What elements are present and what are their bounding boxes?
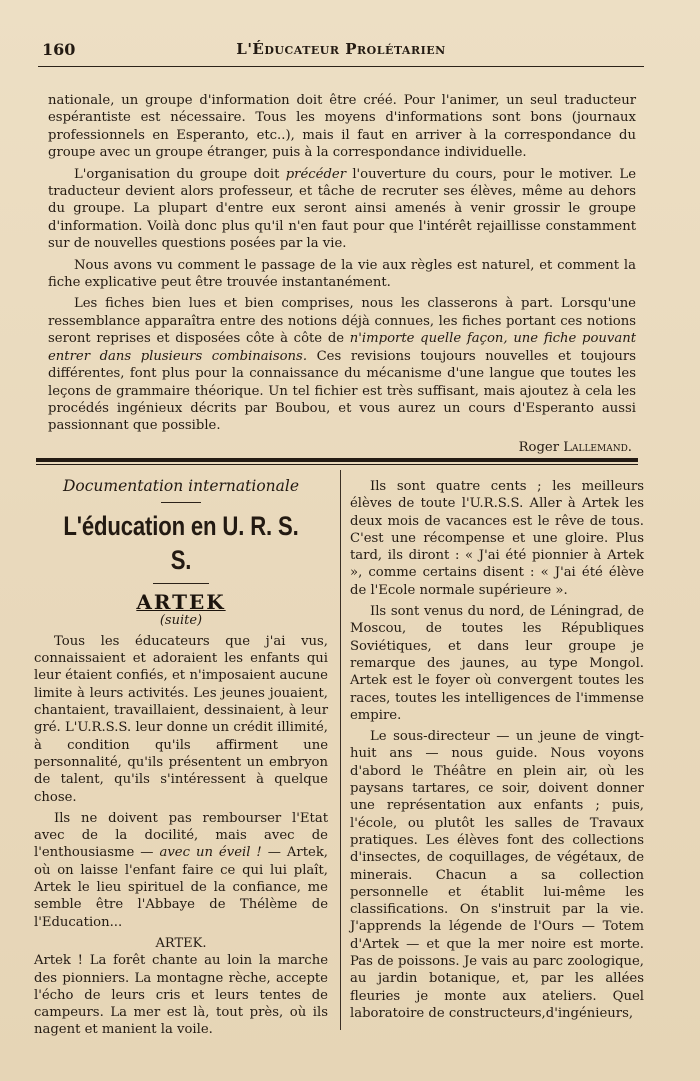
article-paragraph: Ils sont quatre cents ; les meilleurs élèves de toute l'U.R.S.S. Aller à Artek les deux mois de vacances est le rêve de tous. C'est une récompense et une gloire. Plus tard, ils diront : « J'ai été pionnier à Artek », comme certains disent : « J'ai été élève de l'Ecole normale supérieure ». xyxy=(350,479,644,598)
text-run: — Artek, où on laisse l'enfant faire ce qui lui plaît, Artek le lieu spirituel de la confiance, me semble être l'Abbaye de Thélème de l'Education... xyxy=(34,845,328,930)
text-run: Ces revisions toujours nouvelles et toujours différentes, font plus pour la connaissance du mécanisme d'une langue que toutes les leçons de grammaire théorique. Un tel fichier est très suffisant, mais ajoutez à cela les procédés ingénieux décrits par Boubou, et vous aurez un cours d'Esperanto aussi passionnant que possible. xyxy=(48,348,636,434)
article-paragraph: Artek ! La forêt chante au loin la marche des pionniers. La montagne rèche, accepte l'écho de leurs cris et leurs tentes de campeurs. La mer est là, tout près, où ils nagent et manient la voile. xyxy=(34,953,328,1038)
intro-paragraph: nationale, un groupe d'information doit être créé. Pour l'animer, un seul traducteur espérantiste est nécessaire. Tous les moyens d'informations sont bons (journaux professionnels en Esperanto, etc..), mais il faut en arriver à la correspondance du groupe avec un groupe étranger, puis à la correspondance individuelle. xyxy=(48,93,636,161)
intro-text-block xyxy=(48,92,636,460)
signature-first-name: Roger xyxy=(518,439,560,455)
intro-paragraph xyxy=(48,166,636,253)
article-paragraph: Le sous-directeur — un jeune de vingt-huit ans — nous guide. Nous voyons d'abord le Théâtre en plein air, où les paysans tartares, ce soir, doivent donner une représentation aux enfants ; puis, l'école, ou plutôt les salles de Travaux pratiques. Les élèves font des collections d'insectes, de coquillages, de végétaux, de minerais. Chacun a sa collection personnelle et établit lui-même les classifications. On s'instruit par la vie. J'apprends la légende de l'Ours — Totem d'Artek — et que la mer noire est morte. Pas de poissons. Je vais au parc zoologique, au jardin botanique, et, par les allées fleuries je monte aux ateliers. Quel laboratoire de constructeurs,d'ingénieurs, xyxy=(350,729,644,1021)
section-kicker: Documentation internationale xyxy=(62,477,300,495)
inline-subheading: ARTEK. xyxy=(155,935,207,951)
article-paragraph: Ils sont venus du nord, de Léningrad, de Moscou, de toutes les Républiques Soviétiques, et dans leur groupe je remarque des jaunes, au type Mongol. Artek est le foyer où convergent toutes les races, toutes les intelligences de l'immense empire. xyxy=(350,604,644,723)
emphasis: avec un éveil ! xyxy=(159,845,262,861)
running-header xyxy=(38,38,644,67)
left-column xyxy=(34,478,328,1043)
section-rule-thick xyxy=(36,458,638,462)
emphasis: précéder xyxy=(285,166,347,182)
article-paragraph xyxy=(34,810,328,931)
emphasis: n'importe quelle façon, une fiche pouvant entrer dans plusieurs combinaisons. xyxy=(48,331,637,364)
intro-paragraph xyxy=(48,295,636,434)
signature xyxy=(48,439,636,456)
suite-note: (suite) xyxy=(159,612,203,628)
text-run: L'organisation du groupe doit xyxy=(74,166,286,182)
article-paragraph: Tous les éducateurs que j'ai vus, connaissaient et adoraient les enfants qui leur étaient confiés, et n'imposaient aucune limite à leurs activités. Les jeunes jouaient, chantaient, travaillaient, dessinaient, à leur gré. L'U.R.S.S. leur donne un crédit illimité, à condition qu'ils affirment une personnalité, qu'ils présentent un embryon de talent, qu'ils s'intéressent à quelque chose. xyxy=(34,633,328,805)
section-rule-thin xyxy=(36,464,638,465)
short-rule xyxy=(153,583,209,584)
article-title: L'éducation en U. R. S. S. xyxy=(63,511,299,576)
intro-paragraph: Nous avons vu comment le passage de la vie aux règles est naturel, et comment la fiche explicative peut être trouvée instantanément. xyxy=(48,257,636,291)
column-divider xyxy=(340,470,341,1030)
text-run: Ils ne doivent pas rembourser l'Etat avec de la docilité, mais avec de l'enthousiasme — xyxy=(34,810,328,861)
running-title: L'Éducateur Prolétarien xyxy=(236,40,446,58)
article-subtitle: ARTEK xyxy=(136,590,226,615)
right-column xyxy=(350,478,644,1026)
short-rule xyxy=(161,502,201,503)
page-number: 160 xyxy=(42,40,76,59)
text-run: Les fiches bien lues et bien comprises, nous les classerons à part. Lorsqu'une ressemblance apparaîtra entre des notions déjà connues, les fiches portant ces notions seront reprises et disposées côte à côte de xyxy=(48,296,636,347)
text-run: l'ouverture du cours, pour le motiver. Le traducteur devient alors professeur, et tâche de recruter ses élèves, même au dehors du groupe. La plupart d'entre eux seront ainsi amenés à venir grossir le groupe d'information. Voilà donc plus qu'il n'en faut pour que l'intérêt rejaillisse constamment sur de nouvelles questions posées par la vie. xyxy=(48,166,636,252)
signature-last-name: Lallemand. xyxy=(563,439,632,455)
